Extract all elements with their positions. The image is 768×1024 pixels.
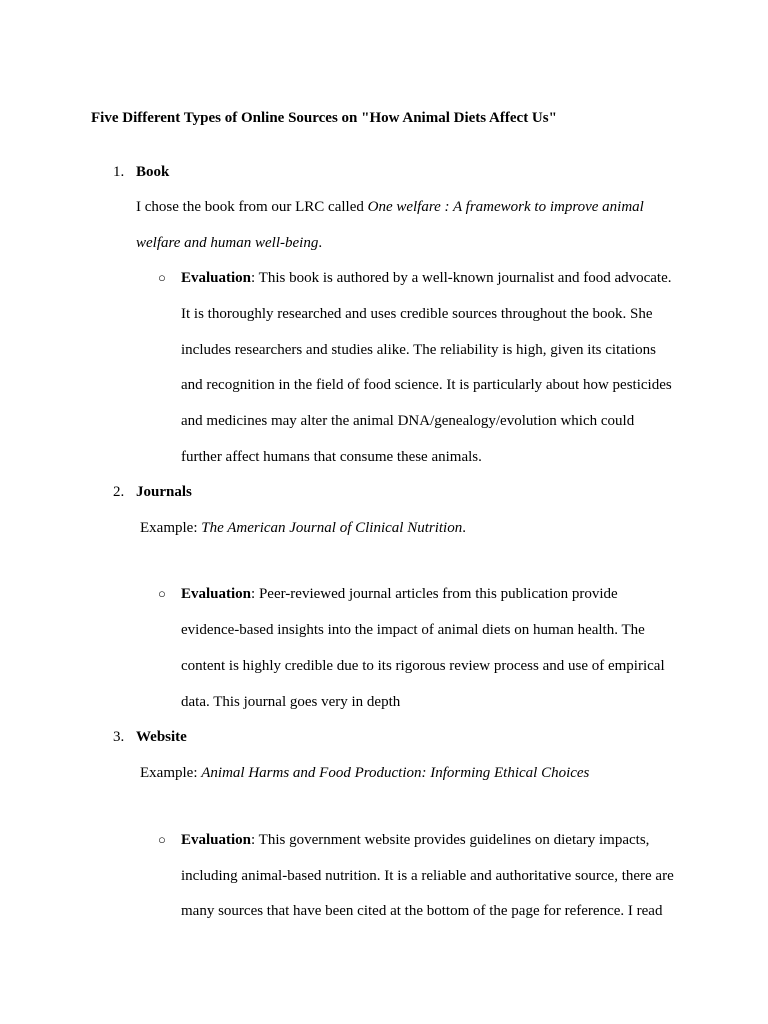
journals-eval-line: content is highly credible due to its rigorous review process and use of empirical bbox=[181, 658, 665, 674]
book-intro-line-1: I chose the book from our LRC called One welfare : A framework to improve animal bbox=[136, 199, 644, 215]
book-eval-line: It is thoroughly researched and uses credible sources throughout the book. She bbox=[181, 306, 653, 322]
journals-eval-line: evidence-based insights into the impact of animal diets on human health. The bbox=[181, 622, 645, 638]
list-number: 2. bbox=[113, 484, 125, 500]
website-eval-line: many sources that have been cited at the bottom of the page for reference. I read bbox=[181, 903, 663, 919]
list-number: 1. bbox=[113, 164, 125, 180]
journals-eval-line: data. This journal goes very in depth bbox=[181, 694, 401, 710]
bullet-icon: ○ bbox=[158, 586, 166, 601]
list-number: 3. bbox=[113, 729, 125, 745]
book-eval-line: further affect humans that consume these animals. bbox=[181, 449, 482, 465]
book-eval-line: and medicines may alter the animal DNA/genealogy/evolution which could bbox=[181, 413, 635, 429]
journals-eval-line: Evaluation: Peer-reviewed journal articles from this publication provide bbox=[181, 586, 618, 602]
journals-example: Example: The American Journal of Clinical Nutrition. bbox=[140, 520, 466, 536]
book-eval-line: and recognition in the field of food science. It is particularly about how pesticides bbox=[181, 377, 672, 393]
bullet-icon: ○ bbox=[158, 832, 166, 847]
section-heading-book: Book bbox=[136, 164, 170, 180]
book-eval-line: includes researchers and studies alike. The reliability is high, given its citations bbox=[181, 342, 657, 358]
website-eval-line: Evaluation: This government website provides guidelines on dietary impacts, bbox=[181, 832, 650, 848]
book-intro-line-2: welfare and human well-being. bbox=[136, 235, 323, 251]
website-example: Example: Animal Harms and Food Production: Informing Ethical Choices bbox=[140, 765, 590, 781]
bullet-icon: ○ bbox=[158, 270, 166, 285]
document-title: Five Different Types of Online Sources on "How Animal Diets Affect Us" bbox=[91, 110, 557, 126]
section-heading-journals: Journals bbox=[136, 484, 192, 500]
book-eval-line: Evaluation: This book is authored by a well-known journalist and food advocate. bbox=[181, 270, 672, 286]
website-eval-line: including animal-based nutrition. It is a reliable and authoritative source, there are bbox=[181, 868, 674, 884]
section-heading-website: Website bbox=[136, 729, 187, 745]
